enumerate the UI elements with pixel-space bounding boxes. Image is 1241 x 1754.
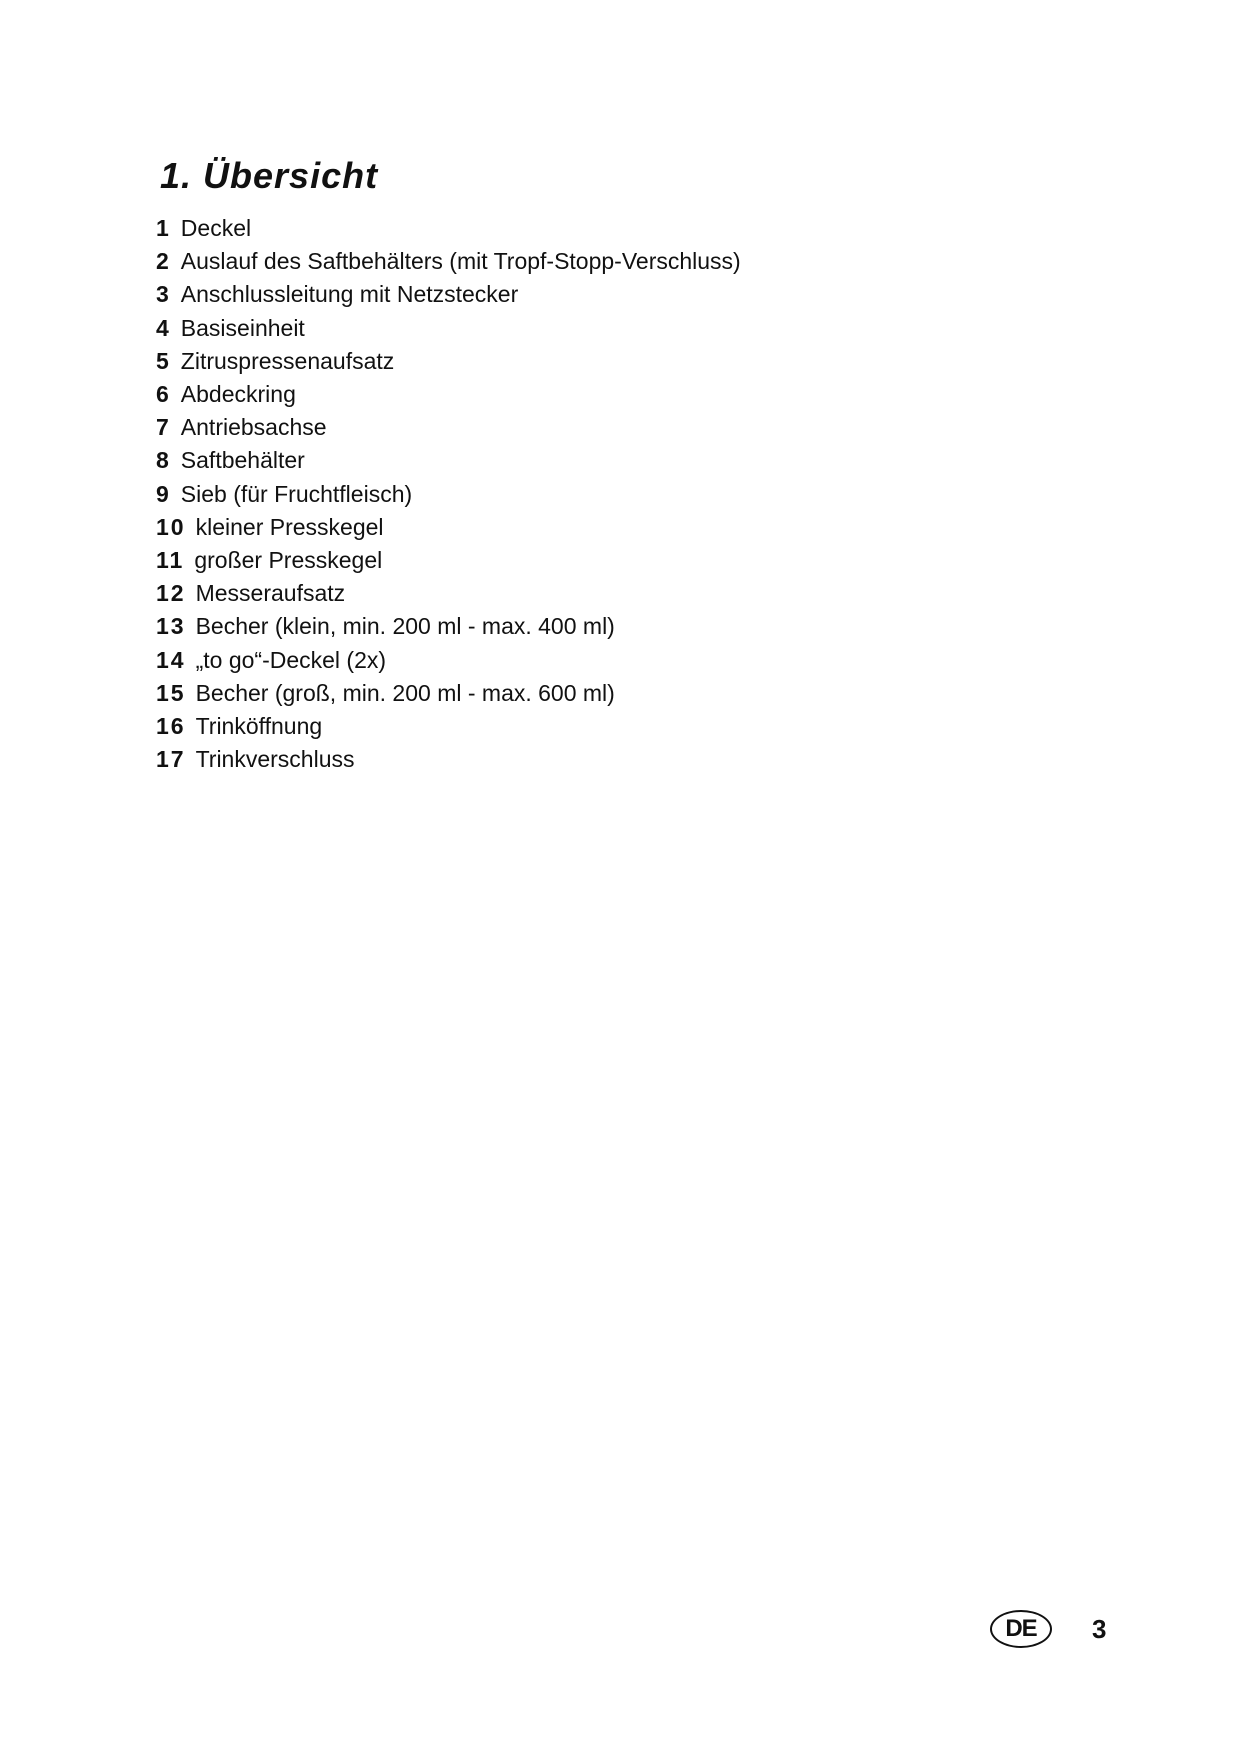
language-badge: DE [990,1610,1052,1648]
item-number: 13 [156,613,186,640]
list-item [156,278,741,311]
list-item [156,743,741,776]
item-text: Deckel [180,215,252,242]
item-text: Trinköffnung [195,712,323,739]
list-item [156,511,741,544]
list-item [156,677,741,710]
list-item [156,643,741,676]
item-text: Anschlussleitung mit Netzstecker [180,281,519,308]
item-text: Trinkverschluss [195,746,355,773]
item-text: Zitruspressenaufsatz [180,347,395,374]
item-number: 11 [156,546,185,573]
item-number: 1 [156,215,171,242]
parts-list [156,212,741,776]
item-text: Messeraufsatz [195,580,346,607]
list-item [156,411,741,444]
item-text: Abdeckring [180,381,296,408]
page-footer [990,1610,1106,1648]
item-number: 8 [156,447,171,474]
list-item [156,478,741,511]
list-item [156,312,741,345]
item-number: 7 [156,414,171,441]
item-number: 16 [156,712,186,739]
item-text: Auslauf des Saftbehälters (mit Tropf-Stopp-Verschluss) [180,248,741,275]
list-item [156,444,741,477]
list-item [156,544,741,577]
item-text: Basiseinheit [180,314,305,341]
item-number: 17 [156,746,186,773]
page-title: 1. Übersicht [160,155,379,196]
list-item [156,245,741,278]
list-item [156,610,741,643]
item-number: 3 [156,281,171,308]
item-number: 15 [156,679,186,706]
item-number: 2 [156,248,171,275]
item-text: großer Presskegel [194,546,383,573]
list-item [156,710,741,743]
list-item [156,345,741,378]
item-number: 12 [156,580,186,607]
item-text: Saftbehälter [180,447,305,474]
list-item [156,577,741,610]
item-number: 6 [156,381,171,408]
item-number: 10 [156,513,186,540]
item-text: Becher (klein, min. 200 ml - max. 400 ml) [195,613,615,640]
page-number: 3 [1092,1613,1107,1644]
item-text: Sieb (für Fruchtfleisch) [180,480,413,507]
item-number: 5 [156,347,171,374]
item-number: 4 [156,314,171,341]
item-text: „to go“-Deckel (2x) [195,646,387,673]
item-number: 14 [156,646,186,673]
list-item [156,212,741,245]
item-text: Becher (groß, min. 200 ml - max. 600 ml) [195,679,615,706]
item-number: 9 [156,480,171,507]
list-item [156,378,741,411]
item-text: kleiner Presskegel [195,513,384,540]
item-text: Antriebsachse [180,414,327,441]
